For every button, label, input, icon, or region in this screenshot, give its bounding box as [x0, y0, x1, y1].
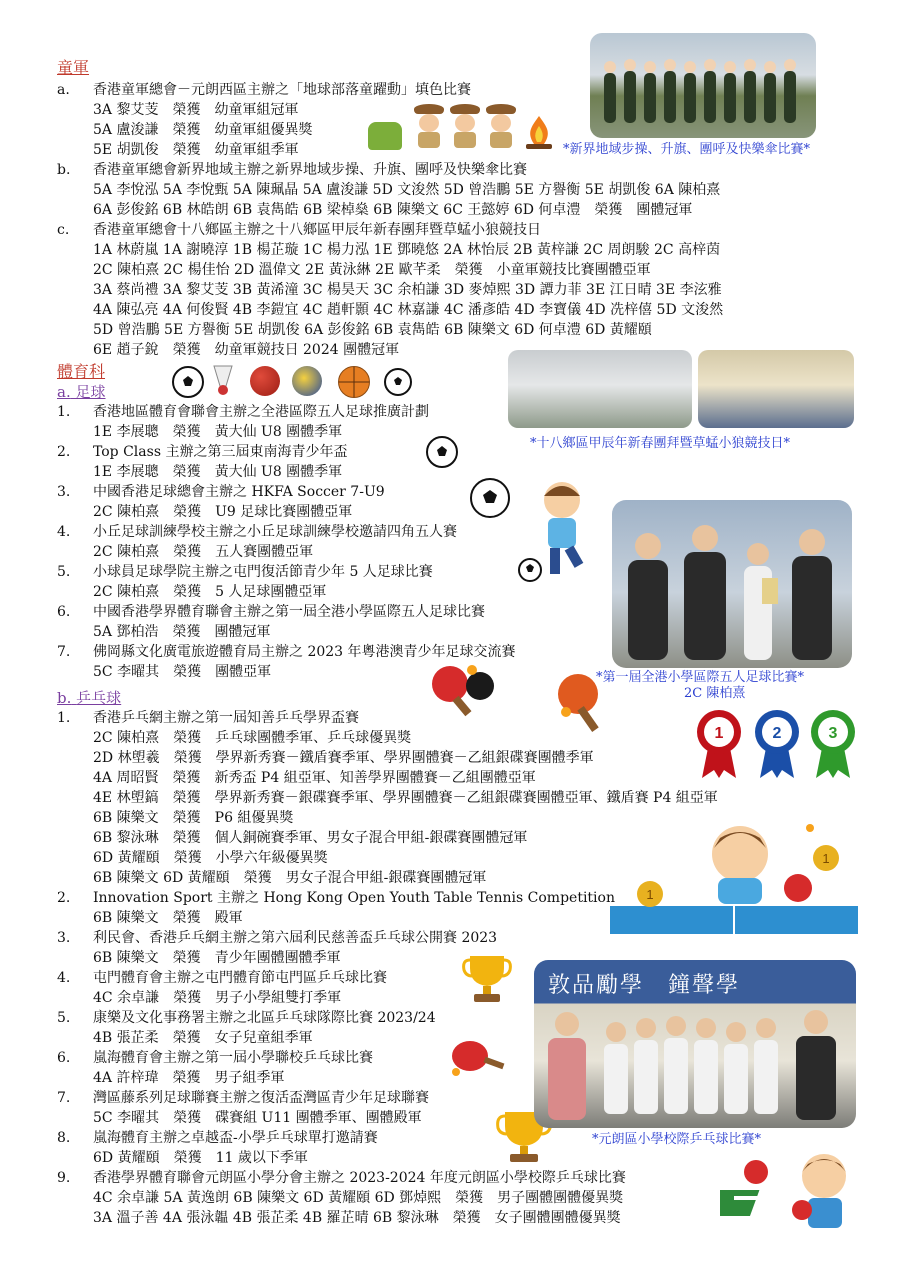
item-number: 5.	[57, 564, 71, 580]
item-number: 2.	[57, 444, 71, 460]
item-number: 8.	[57, 1130, 71, 1146]
soccer-ball-icon	[470, 478, 510, 518]
photo-caption: *第一屆全港小學區際五人足球比賽*	[596, 670, 805, 685]
volleyball-icon	[292, 366, 322, 396]
item-title: 小球員足球學院主辦之屯門復活節青少年 5 人足球比賽	[93, 564, 433, 580]
scout-group-photo	[590, 33, 816, 138]
third-place-ribbon-icon	[810, 708, 856, 780]
item-number: 3.	[57, 930, 71, 946]
result-line: 5A 李悅泓 5A 李悅甄 5A 陳珮晶 5A 盧浚謙 5D 文浚然 5D 曾浩鵬 5E 方譽衡 5E 胡凱俊 6A 陳柏熹	[93, 182, 721, 198]
result-line: 3A 蔡尚禮 3A 黎艾芰 3B 黃浠潼 3C 楊昊天 3C 余柏謙 3D 麥焯熙 3D 譚力菲 3E 江日晴 3E 李泫雅	[93, 282, 722, 298]
photo-caption: *新界地域步操、升旗、團呼及快樂傘比賽*	[563, 142, 811, 157]
result-line: 2D 林塱羲 榮獲 學界新秀賽－鐵盾賽季軍、學界團體賽－乙組銀碟賽團體季軍	[93, 750, 594, 766]
scout-event-photo	[508, 350, 692, 428]
soccer-ball-icon	[426, 436, 458, 468]
item-title: 利民會、香港乒乓網主辦之第六屆利民慈善盃乒乓球公開賽 2023	[93, 930, 498, 946]
item-title: 灣區藤系列足球聯賽主辦之復活盃灣區青少年足球聯賽	[93, 1090, 429, 1106]
scout-kid-icon	[450, 104, 480, 150]
item-number: 4.	[57, 970, 71, 986]
item-title: 中國香港學界體育聯會主辦之第一屆全港小學區際五人足球比賽	[93, 604, 485, 620]
result-line: 1A 林蔚嵐 1A 謝曉淳 1B 楊芷璇 1C 楊力泓 1E 鄧曉悠 2A 林怡辰 2B 黃梓謙 2C 周朗駿 2C 高梓茵	[93, 242, 721, 258]
boy-kicking-ball-illustration	[510, 478, 600, 586]
result-line: 6B 陳樂文 6D 黃耀頤 榮獲 男女子混合甲組-銀碟賽團體冠軍	[93, 870, 487, 886]
scout-kid-icon	[414, 104, 444, 150]
medal-number: 1	[822, 851, 830, 866]
result-line: 2C 陳柏熹 榮獲 乒乓球團體季軍、乒乓球優異獎	[93, 730, 412, 746]
basketball-icon	[338, 366, 370, 398]
result-line: 4B 張芷柔 榮獲 女子兒童組季軍	[93, 1030, 313, 1046]
school-banner-text: 敦品勵學 鐘聲學	[548, 973, 741, 998]
item-number: 9.	[57, 1170, 71, 1186]
result-line: 5C 李曜其 榮獲 團體亞軍	[93, 664, 272, 680]
result-line: 4A 許梓瑋 榮獲 男子組季軍	[93, 1070, 285, 1086]
result-line: 6B 陳樂文 榮獲 P6 組優異獎	[93, 810, 294, 826]
shuttlecock-icon	[212, 364, 234, 396]
medal-number: 1	[646, 887, 654, 902]
item-title: Innovation Sport 主辦之 Hong Kong Open Youth Table Tennis Competition	[93, 890, 615, 906]
item-title: 香港地區體育會聯會主辦之全港區際五人足球推廣計劃	[93, 404, 429, 420]
item-number: 2.	[57, 890, 71, 906]
result-line: 6B 黎泳琳 榮獲 個人銅碗賽季軍、男女子混合甲組-銀碟賽團體冠軍	[93, 830, 528, 846]
result-line: 5C 李曜其 榮獲 碟賽組 U11 團體季軍、團體殿軍	[93, 1110, 422, 1126]
item-number: 6.	[57, 1050, 71, 1066]
result-line: 3A 溫子善 4A 張泳韞 4B 張芷柔 4B 羅芷晴 6B 黎泳琳 榮獲 女子團體團體優異獎	[93, 1210, 621, 1226]
ping-pong-paddle-icon	[448, 1038, 508, 1078]
item-number: 3.	[57, 484, 71, 500]
result-line: 5A 鄧柏浩 榮獲 團體冠軍	[93, 624, 271, 640]
photo-caption: *元朗區小學校際乒乓球比賽*	[592, 1132, 762, 1147]
result-line: 4A 陳弘亮 4A 何俊賢 4B 李鎧宜 4C 趙軒顥 4C 林嘉謙 4C 潘彥皓 4D 李寶儀 4D 冼梓僖 5D 文浚然	[93, 302, 724, 318]
result-line: 5D 曾浩鵬 5E 方譽衡 5E 胡凱俊 6A 彭俊銘 6B 袁雋皓 6B 陳樂文 6D 何卓澧 6D 黃耀頤	[93, 322, 652, 338]
photo-caption-name: 2C 陳柏熹	[684, 686, 746, 701]
result-line: 2C 陳柏熹 榮獲 5 人足球團體亞軍	[93, 584, 327, 600]
item-title: 香港童軍總會－元朗西區主辦之「地球部落童躍動」填色比賽	[93, 82, 471, 98]
result-line: 6D 黃耀頤 榮獲 小學六年級優異獎	[93, 850, 328, 866]
medal-number: 3	[828, 725, 838, 742]
item-title: 香港乒乓網主辦之第一屆知善乒乓學界盃賽	[93, 710, 359, 726]
item-title: 香港學界體育聯會元朗區小學分會主辦之 2023-2024 年度元朗區小學校際乒乓球比賽	[93, 1170, 626, 1186]
subsection-heading-football: a. 足球	[57, 383, 106, 401]
section-heading-scouts: 童軍	[57, 58, 90, 77]
result-line: 5E 胡凱俊 榮獲 幼童軍組季軍	[93, 142, 299, 158]
item-title: Top Class 主辦之第三屆東南海青少年盃	[93, 444, 348, 460]
result-line: 6D 黃耀頤 榮獲 11 歲以下季軍	[93, 1150, 308, 1166]
result-line: 1E 李展聰 榮獲 黃大仙 U8 團體季軍	[93, 424, 343, 440]
first-place-ribbon-icon	[696, 708, 742, 780]
item-title: 香港童軍總會新界地域主辦之新界地域步操、升旗、團呼及快樂傘比賽	[93, 162, 527, 178]
ping-pong-paddles-icon	[428, 662, 498, 720]
scout-event-photo	[698, 350, 854, 428]
scout-kid-icon	[486, 104, 516, 150]
kid-playing-table-tennis-illustration	[610, 818, 858, 940]
kid-with-paddle-illustration	[720, 1150, 856, 1230]
item-number: 1.	[57, 404, 71, 420]
soccer-ball-icon	[384, 368, 412, 396]
photo-caption: *十八鄉區甲辰年新春團拜暨草蜢小狼競技日*	[530, 436, 791, 451]
result-line: 2C 陳柏熹 2C 楊佳怡 2D 溫偉文 2E 黃泳綝 2E 歐芊柔 榮獲 小童軍競技比賽團體亞軍	[93, 262, 651, 278]
campfire-icon	[522, 114, 556, 150]
result-line: 4A 周昭賢 榮獲 新秀盃 P4 組亞軍、知善學界團體賽－乙組團體亞軍	[93, 770, 536, 786]
trophy-icon	[462, 950, 512, 1004]
item-number: 6.	[57, 604, 71, 620]
football-award-photo	[612, 500, 852, 668]
table-tennis-team-photo	[534, 960, 856, 1128]
subsection-heading-table-tennis: b. 乒乓球	[57, 689, 122, 707]
backpack-icon	[368, 122, 402, 150]
result-line: 5A 盧浚謙 榮獲 幼童軍組優異獎	[93, 122, 313, 138]
item-title: 嵐海體育會主辦之第一屆小學聯校乒乓球比賽	[93, 1050, 373, 1066]
medal-number: 1	[714, 725, 724, 742]
item-marker: c.	[57, 222, 70, 238]
item-title: 嵐海體育主辦之卓越盃-小學乒乓球單打邀請賽	[93, 1130, 378, 1146]
result-line: 4C 余卓謙 5A 黃逸朗 6B 陳樂文 6D 黃耀頤 6D 鄧焯熙 榮獲 男子團體團體優異獎	[93, 1190, 624, 1206]
item-title: 屯門體育會主辦之屯門體育節屯門區乒乓球比賽	[93, 970, 387, 986]
cricket-ball-icon	[250, 366, 280, 396]
result-line: 2C 陳柏熹 榮獲 U9 足球比賽團體亞軍	[93, 504, 353, 520]
result-line: 4E 林塱鎬 榮獲 學界新秀賽－銀碟賽季軍、學界團體賽－乙組銀碟賽團體亞軍、鐵盾賽 P4 組亞軍	[93, 790, 718, 806]
item-title: 香港童軍總會十八鄉區主辦之十八鄉區甲辰年新春團拜暨草蜢小狼競技日	[93, 222, 541, 238]
result-line: 6A 彭俊銘 6B 林皓朗 6B 袁雋皓 6B 梁棹燊 6B 陳樂文 6C 王懿婷 6D 何卓澧 榮獲 團體冠軍	[93, 202, 693, 218]
item-number: 7.	[57, 644, 71, 660]
result-line: 3A 黎艾芰 榮獲 幼童軍組冠軍	[93, 102, 299, 118]
item-number: 4.	[57, 524, 71, 540]
item-marker: a.	[57, 82, 70, 98]
section-heading-pe: 體育科	[57, 362, 106, 381]
result-line: 1E 李展聰 榮獲 黃大仙 U8 團體季軍	[93, 464, 343, 480]
result-line: 4C 余卓謙 榮獲 男子小學組雙打季軍	[93, 990, 342, 1006]
item-title: 康樂及文化事務署主辦之北區乒乓球隊際比賽 2023/24	[93, 1010, 436, 1026]
item-title: 小丘足球訓練學校主辦之小丘足球訓練學校邀請四角五人賽	[93, 524, 457, 540]
result-line: 6E 趙子銳 榮獲 幼童軍競技日 2024 團體冠軍	[93, 342, 400, 358]
item-number: 5.	[57, 1010, 71, 1026]
item-number: 1.	[57, 710, 71, 726]
item-marker: b.	[57, 162, 71, 178]
item-title: 中國香港足球總會主辦之 HKFA Soccer 7-U9	[93, 484, 385, 500]
item-number: 7.	[57, 1090, 71, 1106]
result-line: 2C 陳柏熹 榮獲 五人賽團體亞軍	[93, 544, 314, 560]
second-place-ribbon-icon	[754, 708, 800, 780]
ping-pong-paddle-icon	[556, 672, 606, 736]
item-title: 佛岡縣文化廣電旅遊體育局主辦之 2023 年粵港澳青少年足球交流賽	[93, 644, 516, 660]
soccer-ball-icon	[172, 366, 204, 398]
result-line: 6B 陳樂文 榮獲 青少年團體團體季軍	[93, 950, 341, 966]
result-line: 6B 陳樂文 榮獲 殿軍	[93, 910, 243, 926]
medal-number: 2	[772, 725, 782, 742]
